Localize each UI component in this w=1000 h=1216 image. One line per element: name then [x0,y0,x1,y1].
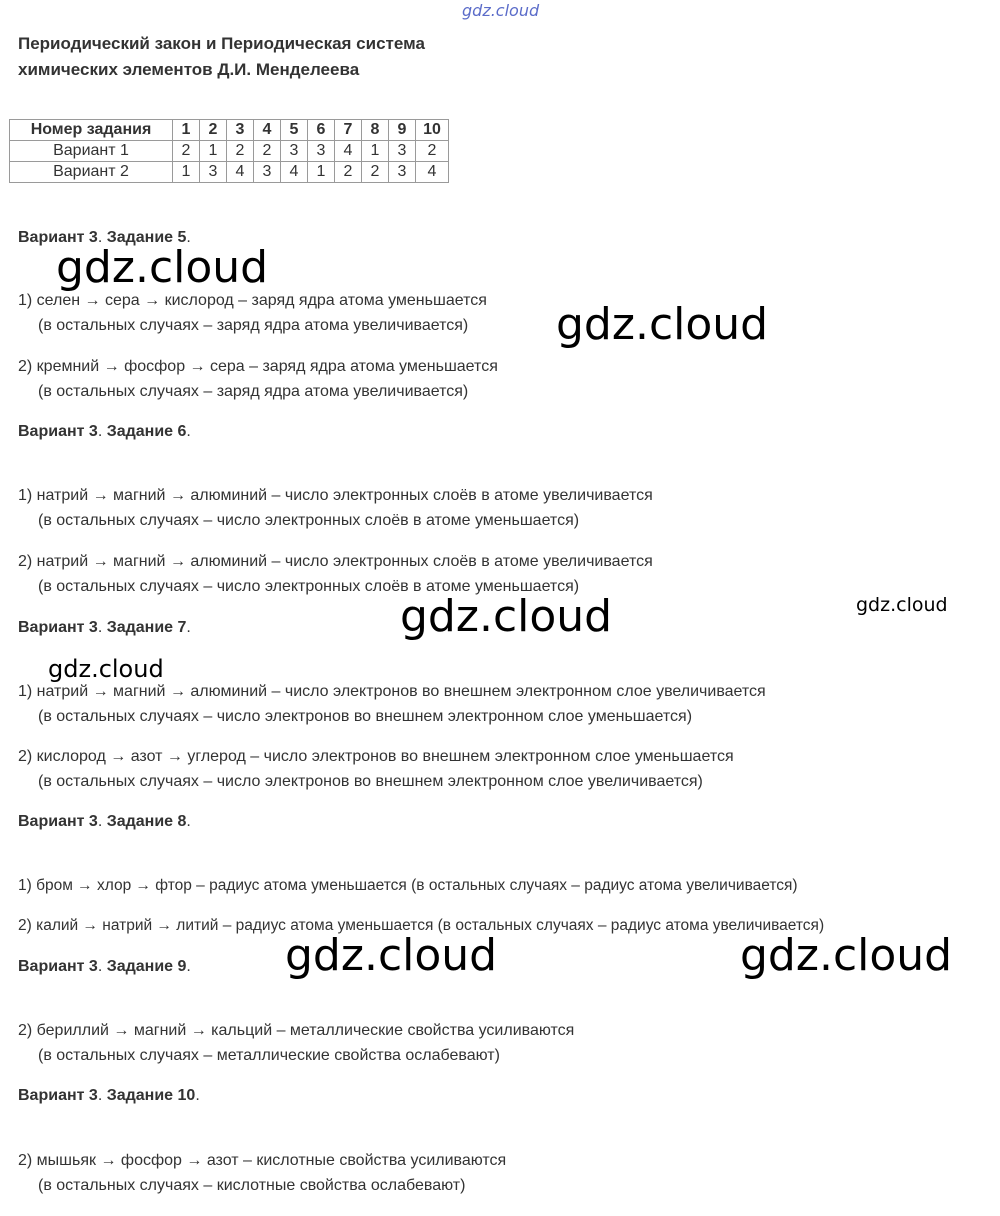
table-row-label: Вариант 1 [10,141,173,162]
table-cell: 2 [173,141,200,162]
table-cell: 10 [416,120,449,141]
answer-line: (в остальных случаях – число электронных слоёв в атоме уменьшается) [38,512,580,529]
task-label: Задание 9 [106,958,187,975]
section-heading-task-7: Вариант 3. Задание 7. [18,619,191,636]
variant-label: Вариант 3 [18,958,98,975]
table-header-row [10,120,449,141]
table-cell: 4 [281,162,308,183]
variant-label: Вариант 3 [18,1087,98,1104]
variant-label: Вариант 3 [18,619,98,636]
table-cell: 9 [389,120,416,141]
watermark-text: gdz.cloud [856,594,948,616]
table-cell: 5 [281,120,308,141]
table-cell: 2 [416,141,449,162]
table-cell: 1 [308,162,335,183]
table-cell: 3 [200,162,227,183]
answer-line: (в остальных случаях – кислотные свойства ослабевают) [38,1177,466,1194]
table-cell: 4 [254,120,281,141]
answer-line: (в остальных случаях – число электронов во внешнем электронном слое увеличивается) [38,773,703,790]
watermark-text: gdz.cloud [462,1,540,20]
table-cell: 1 [200,141,227,162]
table-cell: 1 [173,120,200,141]
answer-line: 1) селен → сера → кислород – заряд ядра атома уменьшается [18,292,487,309]
table-cell: 6 [308,120,335,141]
task-label: Задание 8 [106,813,187,830]
answer-line: 2) мышьяк → фосфор → азот – кислотные свойства усиливаются [18,1152,507,1169]
section-heading-task-5: Вариант 3. Задание 5. [18,229,191,246]
table-cell: 1 [362,141,389,162]
table-cell: 2 [200,120,227,141]
answer-line: 1) натрий → магний → алюминий – число электронных слоёв в атоме увеличивается [18,487,653,504]
table-row [10,141,449,162]
table-cell: 2 [362,162,389,183]
answer-line: 1) натрий → магний → алюминий – число электронов во внешнем электронном слое увеличивается [18,683,766,700]
section-heading-task-10: Вариант 3. Задание 10. [18,1087,200,1104]
table-cell: 2 [335,162,362,183]
table-cell: 4 [416,162,449,183]
table-cell: 3 [227,120,254,141]
table-row-label: Вариант 2 [10,162,173,183]
answer-line: (в остальных случаях – заряд ядра атома увеличивается) [38,383,469,400]
table-cell: 4 [335,141,362,162]
variant-label: Вариант 3 [18,229,98,246]
table-cell: 8 [362,120,389,141]
answer-line: 2) калий → натрий → литий – радиус атома уменьшается (в остальных случаях – радиус атома увеличивается) [18,917,825,934]
section-heading-task-6: Вариант 3. Задание 6. [18,423,191,440]
task-label: Задание 7 [106,619,187,636]
watermark-text: gdz.cloud [740,930,953,981]
table-cell: 3 [254,162,281,183]
task-label: Задание 5 [106,229,187,246]
section-heading-task-8: Вариант 3. Задание 8. [18,813,191,830]
table-cell: 3 [308,141,335,162]
table-cell: 3 [281,141,308,162]
task-label: Задание 6 [106,423,187,440]
answer-line: 2) кремний → фосфор → сера – заряд ядра атома уменьшается [18,358,498,375]
task-label: Задание 10 [106,1087,196,1104]
page-title [18,31,425,83]
answer-line: 2) кислород → азот → углерод – число электронов во внешнем электронном слое уменьшается [18,748,734,765]
table-cell: 2 [227,141,254,162]
watermark-text: gdz.cloud [400,591,613,642]
table-cell: 4 [227,162,254,183]
watermark-text: gdz.cloud [285,930,498,981]
answer-line: (в остальных случаях – заряд ядра атома увеличивается) [38,317,469,334]
table-cell: 3 [389,162,416,183]
watermark-text: gdz.cloud [48,655,164,683]
table-header-label: Номер задания [10,120,173,141]
table-row [10,162,449,183]
answer-line: (в остальных случаях – металлические свойства ослабевают) [38,1047,500,1064]
answer-line: 1) бром → хлор → фтор – радиус атома уменьшается (в остальных случаях – радиус атома увеличивается) [18,877,798,894]
watermark-text: gdz.cloud [56,242,269,293]
variant-label: Вариант 3 [18,423,98,440]
answer-line: (в остальных случаях – число электронных слоёв в атоме уменьшается) [38,578,580,595]
section-heading-task-9: Вариант 3. Задание 9. [18,958,191,975]
watermark-text: gdz.cloud [556,299,769,350]
table-cell: 7 [335,120,362,141]
answer-line: 2) натрий → магний → алюминий – число электронных слоёв в атоме увеличивается [18,553,653,570]
answer-line: 2) бериллий → магний → кальций – металлические свойства усиливаются [18,1022,575,1039]
variant-label: Вариант 3 [18,813,98,830]
answer-line: (в остальных случаях – число электронов во внешнем электронном слое уменьшается) [38,708,693,725]
table-cell: 1 [173,162,200,183]
answers-table [9,119,449,183]
title-line-1: Периодический закон и Периодическая система [18,34,425,53]
table-cell: 3 [389,141,416,162]
table-cell: 2 [254,141,281,162]
title-line-2: химических элементов Д.И. Менделеева [18,60,360,79]
